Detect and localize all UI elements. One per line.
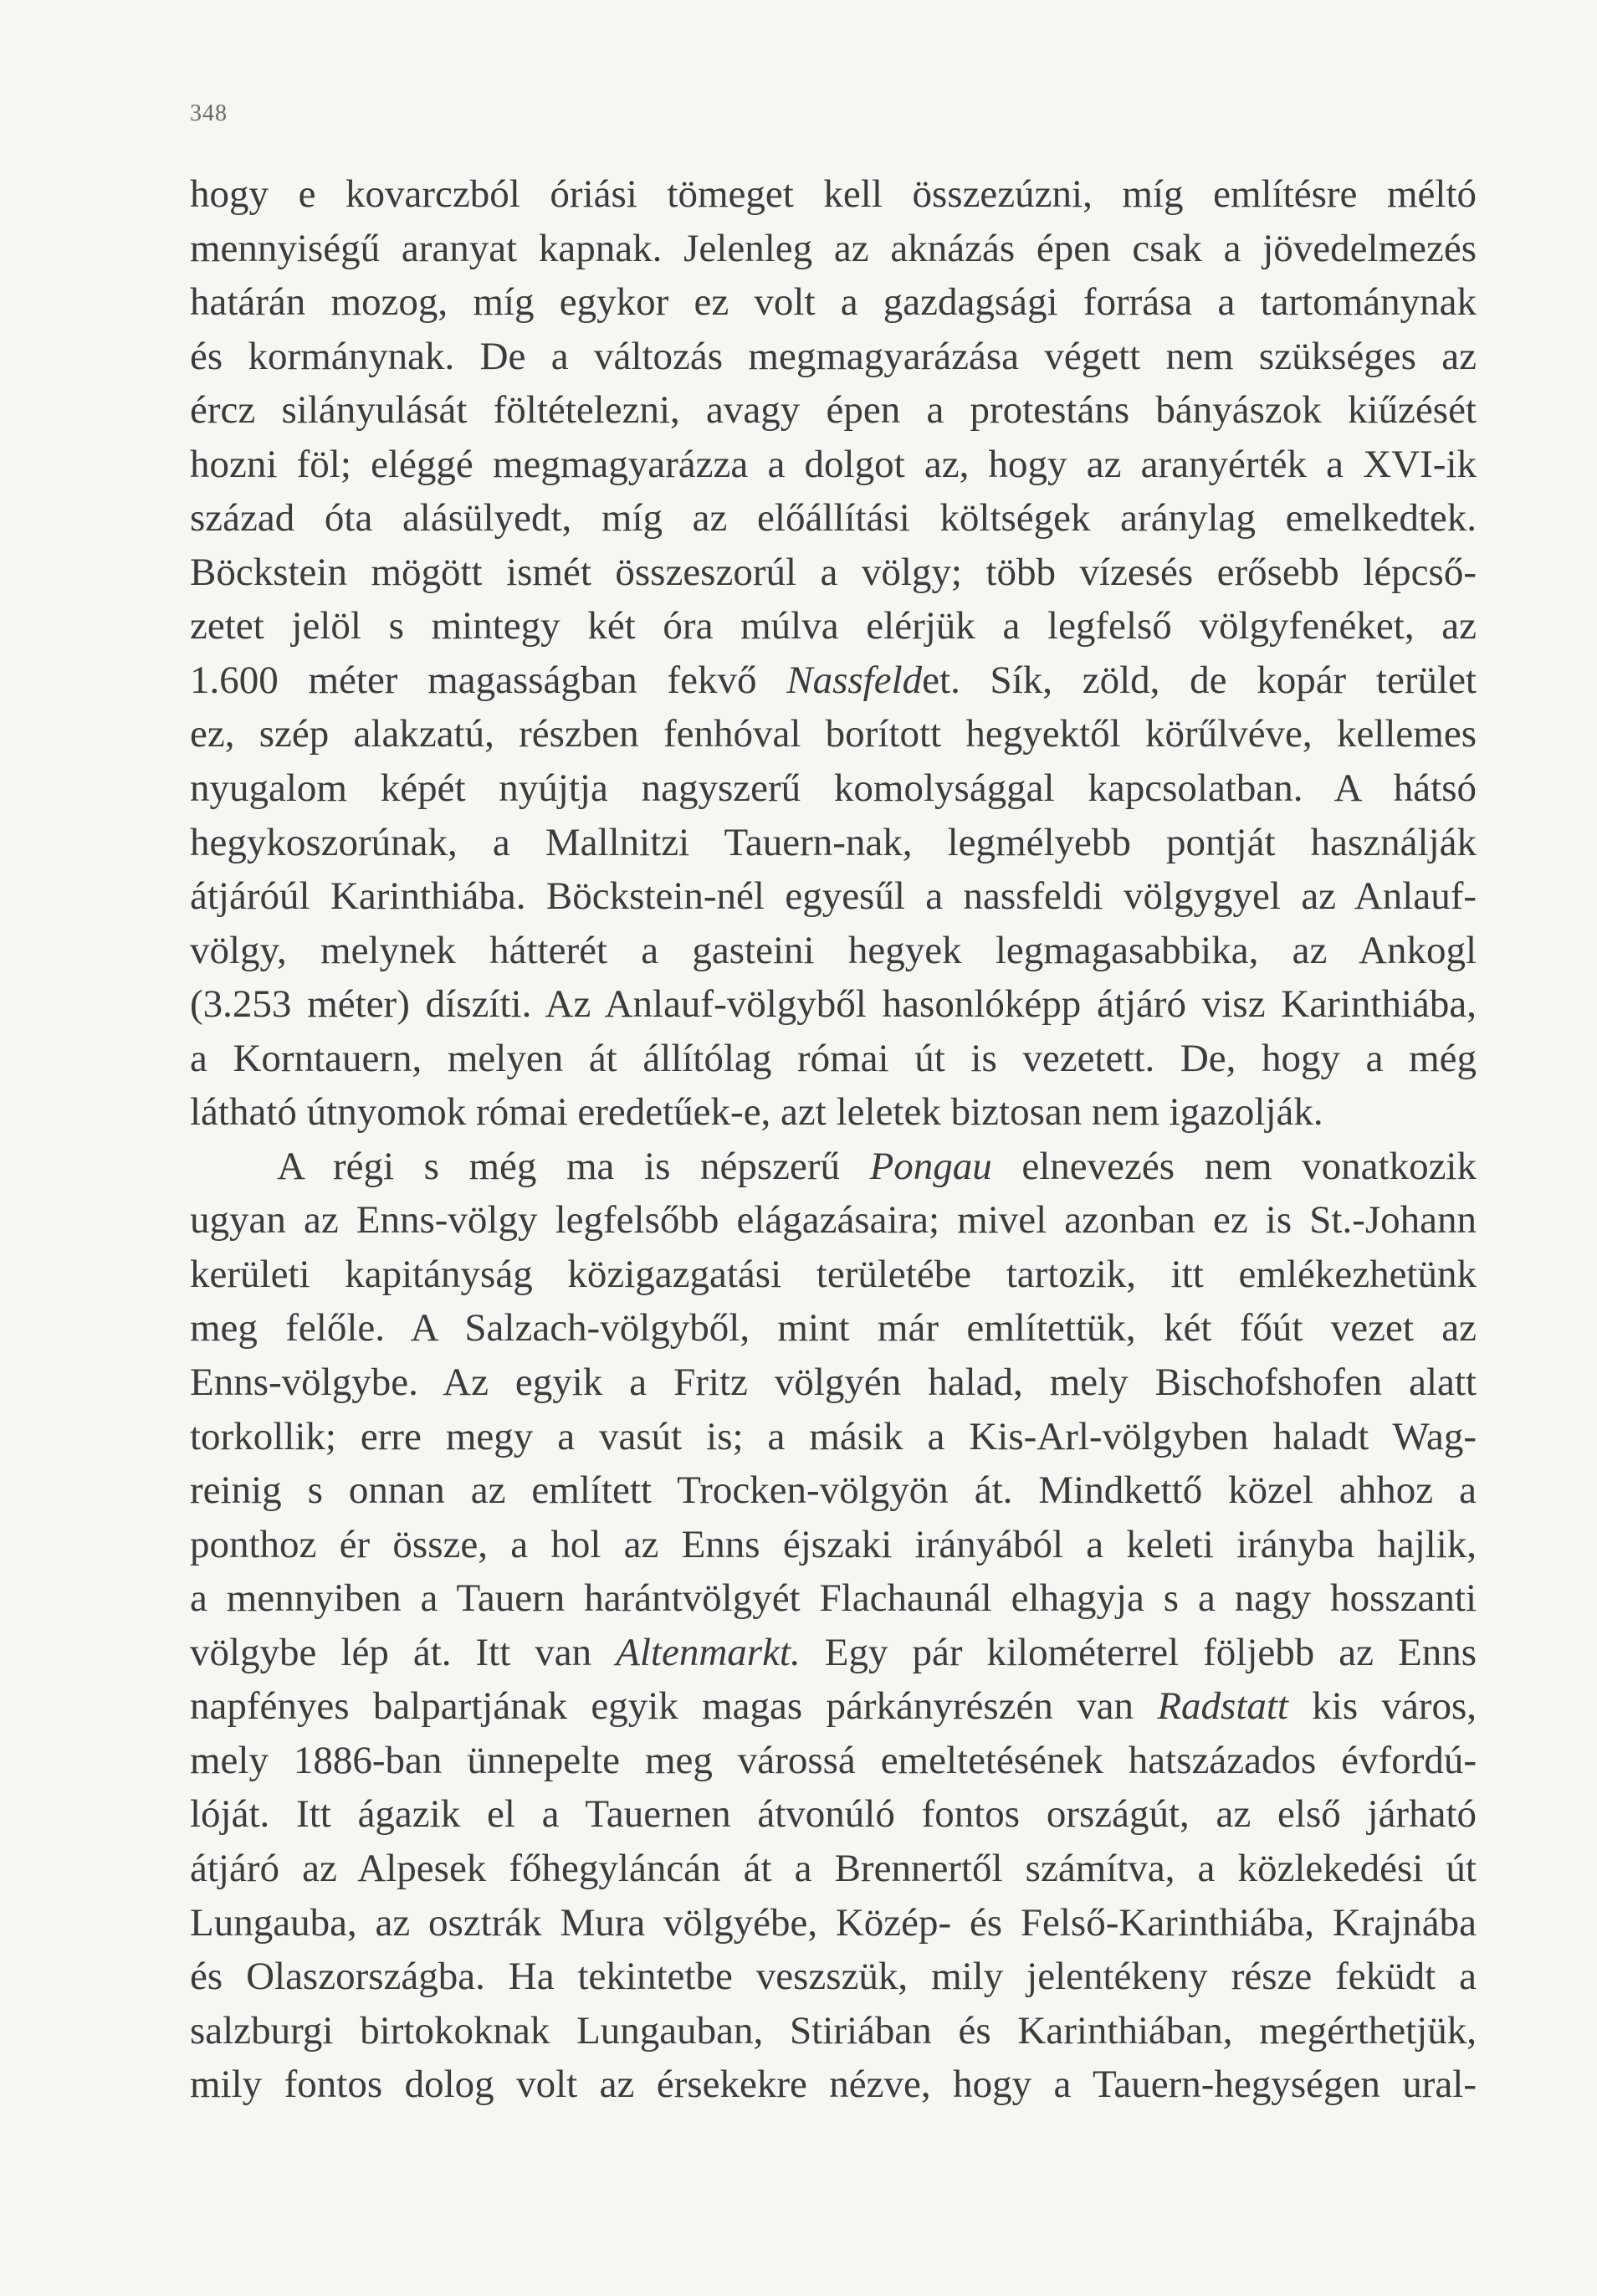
- text-line: [190, 2004, 1477, 2058]
- text-segment: ez, szép alakzatú, részben fenhóval borított hegyektől körűlvéve, kellemes: [190, 712, 1477, 756]
- text-segment: völgy, melynek hátterét a gasteini hegyek legmagasabbika, az Ankogl: [190, 928, 1477, 972]
- page-number: 348: [190, 100, 228, 126]
- text-segment: et. Sík, zöld, de kopár terület: [922, 658, 1477, 702]
- text-line: [190, 869, 1477, 924]
- text-segment: ugyan az Enns-völgy legfelsőbb elágazásaira; mivel azonban ez is St.-Johann: [190, 1198, 1477, 1243]
- text-line: [190, 1787, 1477, 1842]
- text-line: [190, 491, 1477, 546]
- text-segment: hegykoszorúnak, a Mallnitzi Tauern-nak, legmélyebb pontját használják: [190, 820, 1477, 864]
- text-line: [190, 1032, 1477, 1086]
- text-line: [190, 1679, 1477, 1734]
- text-line: [190, 1842, 1477, 1896]
- text-segment: a mennyiben a Tauern harántvölgyét Flachaunál elhagyja s a nagy hosszanti: [190, 1576, 1477, 1621]
- text-segment: Enns-völgybe. Az egyik a Fritz völgyén halad, mely Bischofshofen alatt: [190, 1361, 1477, 1405]
- text-line: [190, 546, 1477, 600]
- text-line: [190, 1571, 1477, 1626]
- text-segment: hogy e kovarczból óriási tömeget kell összezúzni, míg említésre méltó: [190, 172, 1477, 216]
- text-line: [190, 1950, 1477, 2004]
- text-line: [190, 1140, 1477, 1194]
- text-segment: mily fontos dolog volt az érsekekre nézve, hogy a Tauern-hegységen ural-: [190, 2063, 1477, 2107]
- text-line: [190, 761, 1477, 816]
- text-line: [190, 2058, 1477, 2112]
- text-segment: század óta alásülyedt, míg az előállítási költségek aránylag emelkedtek.: [190, 496, 1477, 541]
- italic-term: Pongau: [869, 1144, 992, 1188]
- text-segment: torkollik; erre megy a vasút is; a másik a Kis-Arl-völgyben haladt Wag-: [190, 1414, 1477, 1458]
- text-segment: (3.253 méter) díszíti. Az Anlauf-völgyből hasonlóképp átjáró visz Karinthiába,: [190, 982, 1477, 1027]
- body-text: [190, 167, 1477, 2112]
- text-segment: hozni föl; eléggé megmagyarázza a dolgot az, hogy az aranyérték a XVI-ik: [190, 442, 1477, 486]
- text-segment: A régi s még ma is népszerű: [277, 1144, 870, 1188]
- text-line: [190, 167, 1477, 222]
- text-segment: nyugalom képét nyújtja nagyszerű komolysággal kapcsolatban. A hátsó: [190, 766, 1477, 811]
- text-line: [190, 1301, 1477, 1356]
- text-line: [190, 707, 1477, 761]
- italic-term: Radstatt: [1157, 1684, 1288, 1729]
- text-segment: napfényes balpartjának egyik magas párkányrészén van: [190, 1684, 1158, 1729]
- text-line: [190, 1463, 1477, 1518]
- text-segment: elnevezés nem vonatkozik: [991, 1144, 1477, 1188]
- text-line: [190, 1248, 1477, 1302]
- text-line: [190, 275, 1477, 330]
- text-segment: Egy pár kilométerrel följebb az Enns: [800, 1630, 1477, 1674]
- text-segment: és kormánynak. De a változás megmagyarázása végett nem szükséges az: [190, 334, 1477, 378]
- text-line: [190, 653, 1477, 708]
- text-segment: 1.600 méter magasságban fekvő: [190, 658, 787, 702]
- text-segment: ponthoz ér össze, a hol az Enns éjszaki irányából a keleti irányba hajlik,: [190, 1522, 1477, 1566]
- text-segment: határán mozog, míg egykor ez volt a gazdagsági forrása a tartománynak: [190, 280, 1477, 325]
- text-segment: zetet jelöl s mintegy két óra múlva elérjük a legfelső völgyfenéket, az: [190, 604, 1477, 648]
- text-line: [190, 1356, 1477, 1410]
- italic-term: Nassfeld: [786, 658, 923, 702]
- text-segment: átjáróúl Karinthiába. Böckstein-nél egyesűl a nassfeldi völgygyel az Anlauf-: [190, 874, 1477, 919]
- text-segment: kis város,: [1288, 1684, 1477, 1729]
- text-segment: lóját. Itt ágazik el a Tauernen átvonúló fontos országút, az első járható: [190, 1792, 1477, 1837]
- text-line: [190, 1193, 1477, 1248]
- text-line: [190, 330, 1477, 384]
- text-line: [190, 222, 1477, 276]
- text-line: [190, 977, 1477, 1032]
- text-segment: Böckstein mögött ismét összeszorúl a völgy; több vízesés erősebb lépcső-: [190, 550, 1477, 594]
- text-segment: mely 1886-ban ünnepelte meg várossá emeltetésének hatszázados évfordú-: [190, 1738, 1477, 1782]
- text-segment: Lungauba, az osztrák Mura völgyébe, Közép- és Felső-Karinthiába, Krajnába: [190, 1900, 1477, 1945]
- text-segment: reinig s onnan az említett Trocken-völgyön át. Mindkettő közel ahhoz a: [190, 1468, 1477, 1513]
- text-line: [190, 1410, 1477, 1464]
- text-segment: völgybe lép át. Itt van: [190, 1630, 617, 1674]
- text-line: [190, 924, 1477, 978]
- text-line: [190, 1626, 1477, 1680]
- text-line: [190, 1518, 1477, 1572]
- text-segment: és Olaszországba. Ha tekintetbe veszszük, mily jelentékeny része feküdt a: [190, 1955, 1477, 1999]
- text-segment: a Korntauern, melyen át állítólag római út is vezetett. De, hogy a még: [190, 1036, 1477, 1080]
- text-line: [190, 816, 1477, 870]
- italic-term: Altenmarkt.: [616, 1630, 801, 1674]
- text-line: [190, 599, 1477, 653]
- text-line: [190, 1085, 1477, 1140]
- text-line: [190, 1734, 1477, 1788]
- text-segment: meg felőle. A Salzach-völgyből, mint már említettük, két főút vezet az: [190, 1306, 1477, 1350]
- text-segment: mennyiségű aranyat kapnak. Jelenleg az aknázás épen csak a jövedelmezés: [190, 226, 1477, 270]
- text-segment: kerületi kapitányság közigazgatási területébe tartozik, itt emlékezhetünk: [190, 1252, 1477, 1296]
- text-line: [190, 438, 1477, 492]
- text-line: [190, 383, 1477, 438]
- text-segment: átjáró az Alpesek főhegyláncán át a Brennertől számítva, a közlekedési út: [190, 1846, 1477, 1890]
- text-segment: ércz silányulását föltételezni, avagy épen a protestáns bányászok kiűzését: [190, 388, 1477, 433]
- text-segment: látható útnyomok római eredetűek-e, azt leletek biztosan nem igazolják.: [190, 1090, 1323, 1135]
- text-line: [190, 1896, 1477, 1950]
- text-segment: salzburgi birtokoknak Lungauban, Stiriában és Karinthiában, megérthetjük,: [190, 2008, 1477, 2053]
